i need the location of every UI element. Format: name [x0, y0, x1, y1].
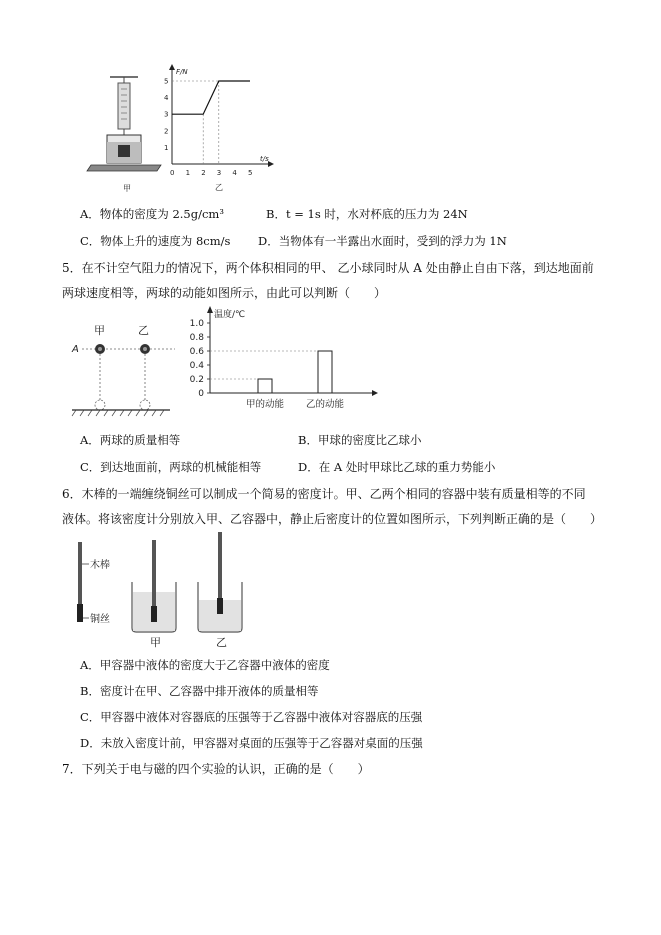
y-tick-label: 0.8: [189, 333, 204, 343]
y-axis-arrow: [169, 64, 175, 70]
q4-apparatus-figure: [85, 75, 170, 195]
y-tick-label: 1.0: [189, 319, 204, 329]
q5-stem-line2: 两球速度相等，两球的动能如图所示，由此可以判断（ ）: [62, 286, 387, 300]
q5-label-yi: 乙: [138, 324, 149, 337]
y-axis-label: 温度/℃: [214, 310, 246, 320]
force-line: [172, 81, 250, 114]
x-tick-label: 4: [232, 169, 237, 177]
q6-label-yi: 乙: [216, 636, 227, 649]
bar-jia: [258, 379, 272, 393]
x-tick-label: 2: [201, 169, 206, 177]
x-tick-label: 0: [170, 169, 175, 177]
q5-kinetic-energy-bar-chart: [180, 305, 380, 425]
y-tick-label: 0.2: [189, 375, 204, 385]
x-tick-label: 5: [248, 169, 253, 177]
q4-option-c: C．物体上升的速度为 8cm/s: [80, 234, 231, 248]
q6-option-c: C．甲容器中液体对容器底的压强等于乙容器中液体对容器底的压强: [80, 710, 423, 724]
y-axis-label: F/N: [176, 68, 188, 76]
y-tick-label: 2: [164, 127, 169, 136]
y-tick-label: 3: [164, 110, 169, 119]
bar-yi: [318, 351, 332, 393]
q5-option-a: A．两球的质量相等: [80, 433, 181, 447]
x-axis-arrow: [372, 390, 378, 396]
q6-density-meter-figure: [72, 532, 262, 652]
q6-label-wire: 铜丝: [90, 614, 110, 625]
y-tick-label: 4: [164, 94, 169, 103]
q4-option-d: D．当物体有一半露出水面时，受到的浮力为 1N: [258, 234, 507, 248]
q5-falling-balls-figure: [70, 318, 180, 418]
q4-option-a: A．物体的密度为 2.5g/cm³: [80, 207, 224, 221]
x-axis-arrow: [268, 161, 274, 167]
q4-fig-left-label: 甲: [123, 184, 131, 193]
q5-label-jia: 甲: [94, 324, 105, 337]
y-tick-label: 1: [164, 143, 169, 152]
bar-label-yi: 乙的动能: [305, 399, 345, 410]
x-axis-label: t/s: [260, 155, 269, 163]
q6-option-b: B．密度计在甲、乙容器中排开液体的质量相等: [80, 684, 319, 698]
q5-stem-line1: 5．在不计空气阻力的情况下，两个体积相同的甲、 乙小球同时从 A 处由静止自由下落，到达地面前: [62, 261, 594, 275]
x-tick-label: 3: [216, 169, 222, 177]
q6-stem-line1: 6．木棒的一端缠绕铜丝可以制成一个简易的密度计。甲、乙两个相同的容器中装有质量相等的不同: [62, 487, 586, 501]
q5-option-c: C．到达地面前，两球的机械能相等: [80, 460, 262, 474]
q6-label-stick: 木棒: [90, 560, 110, 571]
y-axis-arrow: [207, 306, 213, 313]
q5-label-a: A: [72, 344, 79, 355]
y-tick-label: 0.4: [189, 361, 204, 371]
q6-option-d: D．未放入密度计前，甲容器对桌面的压强等于乙容器对桌面的压强: [80, 736, 423, 750]
y-tick-label: 0.6: [189, 347, 204, 357]
q5-option-b: B．甲球的密度比乙球小: [298, 433, 422, 447]
q6-label-jia: 甲: [150, 636, 161, 649]
q4-force-time-graph: [160, 62, 280, 194]
y-tick-label: 0: [198, 389, 204, 399]
q4-option-b: B．t = 1s 时，水对杯底的压力为 24N: [266, 207, 468, 221]
q6-option-a: A．甲容器中液体的密度大于乙容器中液体的密度: [80, 658, 330, 672]
bar-label-jia: 甲的动能: [245, 399, 285, 410]
q4-fig-right-label: 乙: [215, 183, 223, 192]
x-tick-label: 1: [185, 169, 191, 177]
y-tick-label: 5: [164, 77, 169, 86]
q6-stem-line2: 液体。将该密度计分别放入甲、乙容器中，静止后密度计的位置如图所示，下列判断正确的是（ ）: [62, 512, 603, 526]
q5-option-d: D．在 A 处时甲球比乙球的重力势能小: [298, 460, 496, 474]
q7-stem: 7．下列关于电与磁的四个实验的认识，正确的是（ ）: [62, 762, 370, 776]
